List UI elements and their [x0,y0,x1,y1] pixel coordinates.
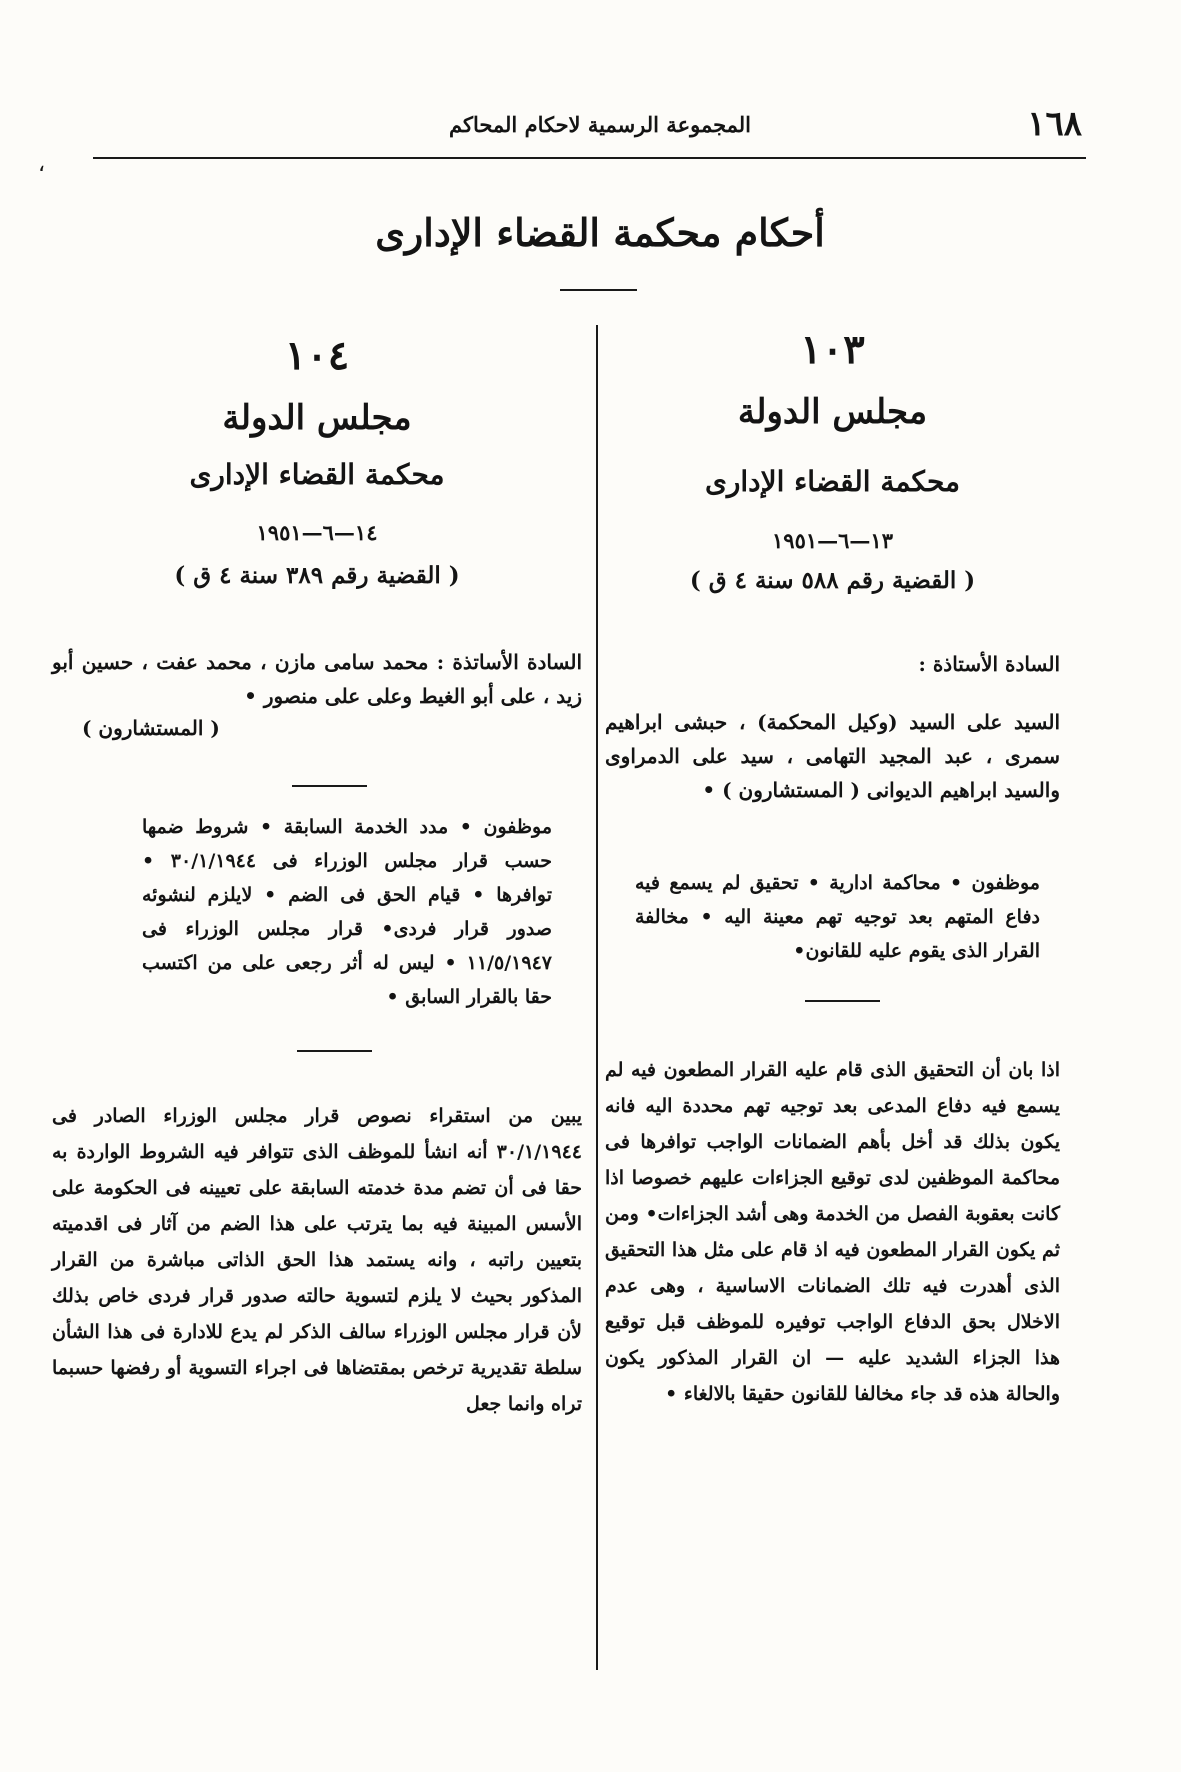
ruling-103-column [605,0,1060,1772]
judges-list: السادة الأساتذة : محمد سامى مازن ، محمد عفت ، حسين أبو زيد ، على أبو الغيط وعلى على منصور • [52,650,582,708]
running-header-title: المجموعة الرسمية لاحكام المحاكم [448,112,752,137]
ruling-104-column [52,0,582,1772]
chamber-name: محكمة القضاء الإدارى [189,458,445,491]
ruling-date: ١٤—٦—١٩٥١ [256,520,378,545]
section-title: أحكام محكمة القضاء الإدارى [375,210,825,255]
column-divider [596,325,598,1670]
ruling-number: ١٠٤ [284,332,350,379]
ruling-body: اذا بان أن التحقيق الذى قام عليه القرار المطعون فيه لم يسمع فيه دفاع المدعى بعد توجيه تهم محددة اليه فانه يكون بذلك قد أخل بأهم الضمانات الواجب توافرها فى محاكمة الموظفين لدى توقيع الجزاءات عليهم خصوصا اذا كانت بعقوبة الفصل من الخدمة وهى أشد الجزاءات• ومن ثم يكون القرار المطعون فيه اذ قام على مثل هذا التحقيق الذى أهدرت فيه تلك الضمانات الاساسية ، وهى عدم الاخلال بحق الدفاع الواجب توفيره للموظف قبل توقيع هذا الجزاء الشديد عليه — ان القرار المذكور يكون والحالة هذه قد جاء مخالفا للقانون حقيقا بالالغاء • [605,1059,1060,1405]
judges-list: السيد على السيد (وكيل المحكمة) ، حبشى ابراهيم سمرى ، عبد المجيد التهامى ، سيد على الدمراوى والسيد ابراهيم الديوانى ( المستشارون ) • [605,710,1060,802]
case-number: ( القضية رقم ٥٨٨ سنة ٤ ق ) [689,567,976,594]
separator-rule [297,1050,372,1052]
keywords: موظفون • مدد الخدمة السابقة • شروط ضمها حسب قرار مجلس الوزراء فى ٣٠/١/١٩٤٤ • توافرها • قيام الحق فى الضم • لايلزم لنشوئه صدور قرار فردى• قرار مجلس الوزراء فى ١١/٥/١٩٤٧ • ليس له أثر رجعى على من اكتسب حقا بالقرار السابق • [142,816,552,1008]
separator-rule [292,785,367,787]
judges-label: السادة الأستاذة : [918,652,1060,676]
ruling-date: ١٣—٦—١٩٥١ [772,528,893,553]
judges-role: ( المستشارون ) [82,716,220,740]
separator-rule [805,1000,880,1002]
court-name: مجلس الدولة [737,392,928,432]
ruling-body: يبين من استقراء نصوص قرار مجلس الوزراء الصادر فى ٣٠/١/١٩٤٤ أنه انشأ للموظف الذى تتوافر فيه الشروط الواردة به حقا فى أن تضم مدة خدمته السابقة على تعيينه فى الحكومة على الأسس المبينة فيه بما يترتب على هذا الضم من آثار فى اقدميته بتعيين راتبه ، وانه يستمد هذا الحق الذاتى مباشرة من القرار المذكور بحيث لا يلزم لتسوية حالته صدور قرار فردى خاص بذلك لأن قرار مجلس الوزراء سالف الذكر لم يدع للادارة فى هذا الشأن سلطة تقديرية ترخص بمقتضاها فى اجراء التسوية أو رفضها حسبما تراه وانما جعل [52,1105,582,1415]
ruling-number: ١٠٣ [800,326,865,373]
case-number: ( القضية رقم ٣٨٩ سنة ٤ ق ) [174,562,460,589]
court-name: مجلس الدولة [222,398,412,438]
page-number: ١٦٨ [1027,104,1082,144]
keywords: موظفون • محاكمة ادارية • تحقيق لم يسمع فيه دفاع المتهم بعد توجيه تهم معينة اليه • مخالفة القرار الذى يقوم عليه للقانون• [635,872,1040,962]
chamber-name: محكمة القضاء الإدارى [704,465,961,498]
margin-mark: ، [38,152,46,177]
